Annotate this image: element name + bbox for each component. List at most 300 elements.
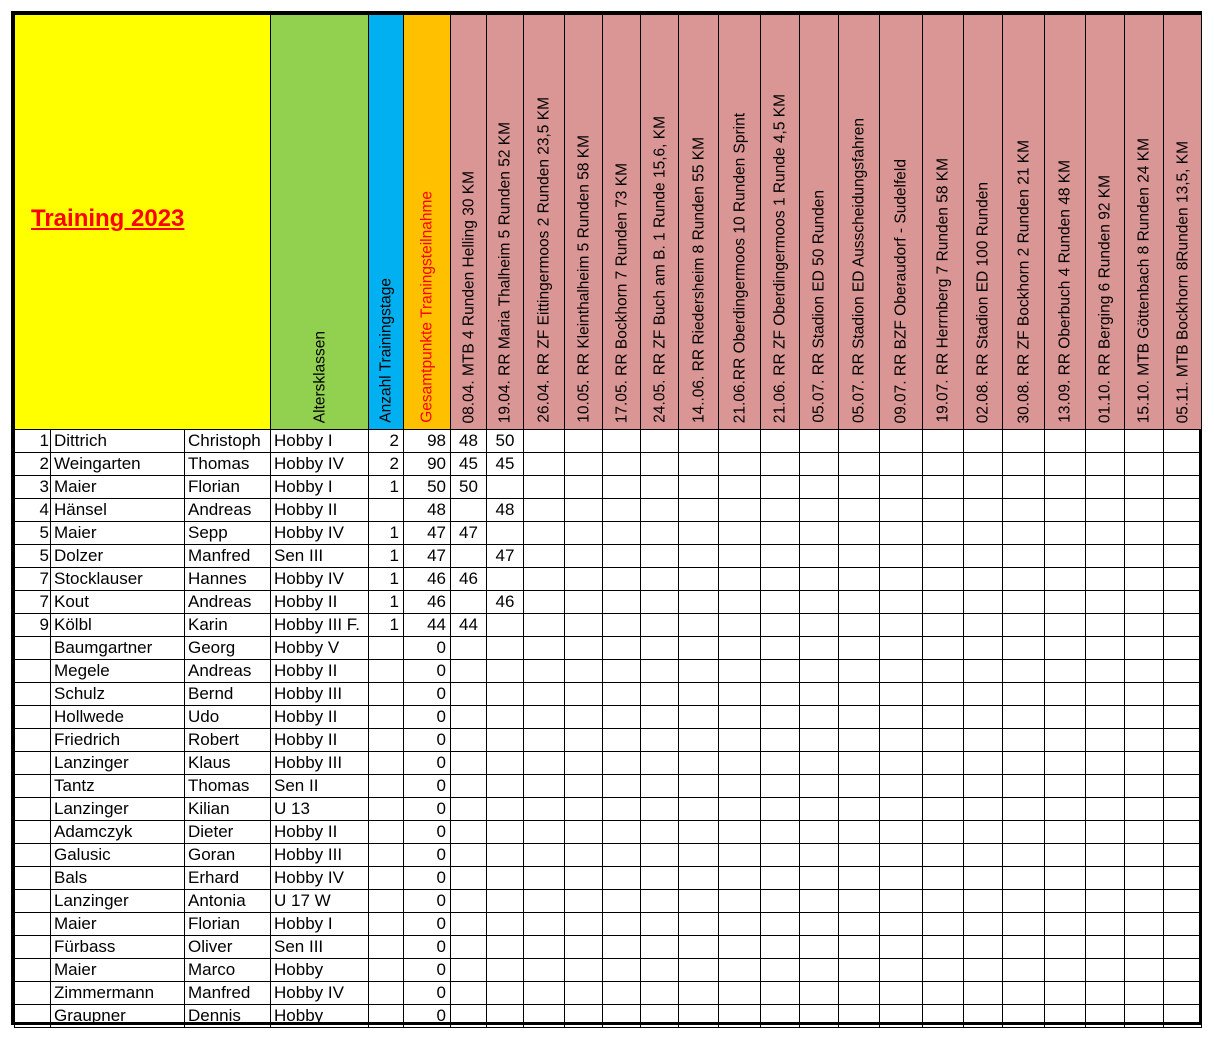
event-points-cell[interactable]: [1003, 821, 1045, 844]
training-days-cell[interactable]: [369, 821, 404, 844]
event-points-cell[interactable]: [565, 591, 603, 614]
event-points-cell[interactable]: [524, 982, 565, 1005]
last-name-cell[interactable]: Galusic: [51, 844, 185, 867]
rank-cell[interactable]: 7: [15, 568, 51, 591]
event-points-cell[interactable]: [923, 568, 964, 591]
event-points-cell[interactable]: [487, 568, 524, 591]
event-points-cell[interactable]: [923, 1005, 964, 1028]
event-points-cell[interactable]: [719, 522, 761, 545]
event-points-cell[interactable]: [923, 683, 964, 706]
event-points-cell[interactable]: [800, 913, 839, 936]
class-cell[interactable]: U 17 W: [271, 890, 369, 913]
event-points-cell[interactable]: [1125, 775, 1164, 798]
total-points-cell[interactable]: 90: [404, 453, 451, 476]
event-points-cell[interactable]: [1086, 913, 1125, 936]
event-points-cell[interactable]: [880, 844, 923, 867]
class-cell[interactable]: Hobby I: [271, 430, 369, 453]
event-points-cell[interactable]: [839, 821, 880, 844]
event-points-cell[interactable]: [719, 683, 761, 706]
total-points-cell[interactable]: 0: [404, 729, 451, 752]
event-points-cell[interactable]: [1003, 913, 1045, 936]
first-name-cell[interactable]: Erhard: [185, 867, 271, 890]
training-days-cell[interactable]: 1: [369, 568, 404, 591]
header-event-18[interactable]: [1125, 15, 1164, 430]
header-altersklassen[interactable]: [271, 15, 369, 430]
event-points-cell[interactable]: [1003, 844, 1045, 867]
event-points-cell[interactable]: [487, 614, 524, 637]
last-name-cell[interactable]: Lanzinger: [51, 890, 185, 913]
class-cell[interactable]: Hobby III F.: [271, 614, 369, 637]
last-name-cell[interactable]: Maier: [51, 913, 185, 936]
event-points-cell[interactable]: [1164, 591, 1202, 614]
event-points-cell[interactable]: [451, 867, 487, 890]
event-points-cell[interactable]: [800, 614, 839, 637]
event-points-cell[interactable]: [880, 913, 923, 936]
event-points-cell[interactable]: [719, 591, 761, 614]
event-points-cell[interactable]: [603, 660, 641, 683]
event-points-cell[interactable]: [800, 775, 839, 798]
event-points-cell[interactable]: [679, 453, 719, 476]
event-points-cell[interactable]: [679, 867, 719, 890]
event-points-cell[interactable]: [487, 798, 524, 821]
event-points-cell[interactable]: [487, 637, 524, 660]
event-points-cell[interactable]: [719, 568, 761, 591]
class-cell[interactable]: Hobby III: [271, 844, 369, 867]
event-points-cell[interactable]: [524, 522, 565, 545]
event-points-cell[interactable]: [1125, 614, 1164, 637]
rank-cell[interactable]: 5: [15, 522, 51, 545]
event-points-cell[interactable]: [1003, 706, 1045, 729]
event-points-cell[interactable]: [524, 499, 565, 522]
event-points-cell[interactable]: 46: [451, 568, 487, 591]
event-points-cell[interactable]: [964, 890, 1003, 913]
event-points-cell[interactable]: [1003, 499, 1045, 522]
event-points-cell[interactable]: [1125, 545, 1164, 568]
event-points-cell[interactable]: [800, 752, 839, 775]
event-points-cell[interactable]: [964, 729, 1003, 752]
event-points-cell[interactable]: [1125, 821, 1164, 844]
event-points-cell[interactable]: [964, 821, 1003, 844]
event-points-cell[interactable]: [839, 522, 880, 545]
training-days-cell[interactable]: 2: [369, 430, 404, 453]
training-days-cell[interactable]: 1: [369, 545, 404, 568]
rank-cell[interactable]: 9: [15, 614, 51, 637]
first-name-cell[interactable]: Manfred: [185, 982, 271, 1005]
event-points-cell[interactable]: [565, 660, 603, 683]
event-points-cell[interactable]: [1086, 844, 1125, 867]
event-points-cell[interactable]: [524, 660, 565, 683]
event-points-cell[interactable]: [964, 982, 1003, 1005]
event-points-cell[interactable]: [1086, 614, 1125, 637]
first-name-cell[interactable]: Goran: [185, 844, 271, 867]
event-points-cell[interactable]: [524, 890, 565, 913]
event-points-cell[interactable]: [839, 775, 880, 798]
event-points-cell[interactable]: [761, 1005, 800, 1028]
total-points-cell[interactable]: 0: [404, 890, 451, 913]
last-name-cell[interactable]: Hollwede: [51, 706, 185, 729]
event-points-cell[interactable]: [603, 936, 641, 959]
event-points-cell[interactable]: [880, 430, 923, 453]
event-points-cell[interactable]: [641, 890, 679, 913]
event-points-cell[interactable]: [679, 430, 719, 453]
event-points-cell[interactable]: [487, 890, 524, 913]
header-event-6[interactable]: [641, 15, 679, 430]
event-points-cell[interactable]: [761, 683, 800, 706]
event-points-cell[interactable]: [964, 1005, 1003, 1028]
event-points-cell[interactable]: [1086, 729, 1125, 752]
class-cell[interactable]: Hobby I: [271, 476, 369, 499]
first-name-cell[interactable]: Andreas: [185, 660, 271, 683]
last-name-cell[interactable]: Graupner: [51, 1005, 185, 1028]
rank-cell[interactable]: [15, 1005, 51, 1028]
rank-cell[interactable]: [15, 982, 51, 1005]
event-points-cell[interactable]: [1164, 453, 1202, 476]
class-cell[interactable]: Hobby V: [271, 637, 369, 660]
last-name-cell[interactable]: Maier: [51, 476, 185, 499]
event-points-cell[interactable]: [964, 775, 1003, 798]
class-cell[interactable]: Hobby II: [271, 729, 369, 752]
event-points-cell[interactable]: [451, 683, 487, 706]
event-points-cell[interactable]: [839, 844, 880, 867]
event-points-cell[interactable]: [1003, 430, 1045, 453]
event-points-cell[interactable]: [719, 453, 761, 476]
event-points-cell[interactable]: [839, 476, 880, 499]
rank-cell[interactable]: 7: [15, 591, 51, 614]
event-points-cell[interactable]: [1045, 775, 1086, 798]
event-points-cell[interactable]: [761, 499, 800, 522]
event-points-cell[interactable]: [839, 660, 880, 683]
total-points-cell[interactable]: 0: [404, 706, 451, 729]
event-points-cell[interactable]: [719, 476, 761, 499]
event-points-cell[interactable]: [923, 476, 964, 499]
event-points-cell[interactable]: [964, 614, 1003, 637]
event-points-cell[interactable]: [800, 959, 839, 982]
header-event-7[interactable]: [679, 15, 719, 430]
event-points-cell[interactable]: [839, 430, 880, 453]
event-points-cell[interactable]: [761, 706, 800, 729]
event-points-cell[interactable]: [719, 430, 761, 453]
event-points-cell[interactable]: [679, 660, 719, 683]
event-points-cell[interactable]: [524, 775, 565, 798]
event-points-cell[interactable]: [487, 476, 524, 499]
event-points-cell[interactable]: [1086, 683, 1125, 706]
event-points-cell[interactable]: [800, 821, 839, 844]
event-points-cell[interactable]: [565, 729, 603, 752]
event-points-cell[interactable]: [524, 591, 565, 614]
event-points-cell[interactable]: [1003, 729, 1045, 752]
event-points-cell[interactable]: [451, 545, 487, 568]
header-event-12[interactable]: [880, 15, 923, 430]
total-points-cell[interactable]: 0: [404, 775, 451, 798]
event-points-cell[interactable]: [1125, 844, 1164, 867]
event-points-cell[interactable]: [1003, 798, 1045, 821]
event-points-cell[interactable]: [761, 775, 800, 798]
event-points-cell[interactable]: [524, 1005, 565, 1028]
event-points-cell[interactable]: [880, 1005, 923, 1028]
training-days-cell[interactable]: [369, 706, 404, 729]
event-points-cell[interactable]: [641, 591, 679, 614]
event-points-cell[interactable]: [1003, 545, 1045, 568]
total-points-cell[interactable]: 0: [404, 683, 451, 706]
event-points-cell[interactable]: [1164, 499, 1202, 522]
event-points-cell[interactable]: [451, 821, 487, 844]
event-points-cell[interactable]: [880, 476, 923, 499]
event-points-cell[interactable]: [679, 568, 719, 591]
event-points-cell[interactable]: [761, 890, 800, 913]
event-points-cell[interactable]: [641, 522, 679, 545]
event-points-cell[interactable]: [1164, 545, 1202, 568]
event-points-cell[interactable]: [800, 844, 839, 867]
event-points-cell[interactable]: [641, 476, 679, 499]
event-points-cell[interactable]: [1003, 752, 1045, 775]
header-event-1[interactable]: [451, 15, 487, 430]
event-points-cell[interactable]: [487, 913, 524, 936]
event-points-cell[interactable]: [719, 959, 761, 982]
event-points-cell[interactable]: [524, 798, 565, 821]
event-points-cell[interactable]: [524, 545, 565, 568]
event-points-cell[interactable]: [923, 959, 964, 982]
event-points-cell[interactable]: [880, 522, 923, 545]
event-points-cell[interactable]: [719, 706, 761, 729]
event-points-cell[interactable]: [1003, 982, 1045, 1005]
header-event-11[interactable]: [839, 15, 880, 430]
event-points-cell[interactable]: [487, 660, 524, 683]
training-days-cell[interactable]: [369, 499, 404, 522]
event-points-cell[interactable]: [1125, 683, 1164, 706]
last-name-cell[interactable]: Stocklauser: [51, 568, 185, 591]
training-days-cell[interactable]: 1: [369, 522, 404, 545]
event-points-cell[interactable]: [641, 637, 679, 660]
event-points-cell[interactable]: [603, 913, 641, 936]
last-name-cell[interactable]: Bals: [51, 867, 185, 890]
last-name-cell[interactable]: Fürbass: [51, 936, 185, 959]
first-name-cell[interactable]: Andreas: [185, 591, 271, 614]
event-points-cell[interactable]: [964, 867, 1003, 890]
event-points-cell[interactable]: [451, 1005, 487, 1028]
event-points-cell[interactable]: [964, 637, 1003, 660]
event-points-cell[interactable]: [1125, 936, 1164, 959]
event-points-cell[interactable]: [1045, 959, 1086, 982]
header-event-15[interactable]: [1003, 15, 1045, 430]
event-points-cell[interactable]: [1045, 522, 1086, 545]
total-points-cell[interactable]: 0: [404, 821, 451, 844]
first-name-cell[interactable]: Udo: [185, 706, 271, 729]
event-points-cell[interactable]: [839, 959, 880, 982]
event-points-cell[interactable]: [1125, 430, 1164, 453]
event-points-cell[interactable]: [603, 706, 641, 729]
event-points-cell[interactable]: [451, 844, 487, 867]
event-points-cell[interactable]: [565, 568, 603, 591]
event-points-cell[interactable]: [761, 614, 800, 637]
event-points-cell[interactable]: [923, 890, 964, 913]
rank-cell[interactable]: [15, 867, 51, 890]
event-points-cell[interactable]: [603, 752, 641, 775]
last-name-cell[interactable]: Kölbl: [51, 614, 185, 637]
event-points-cell[interactable]: [565, 499, 603, 522]
event-points-cell[interactable]: [679, 844, 719, 867]
event-points-cell[interactable]: [880, 752, 923, 775]
event-points-cell[interactable]: [603, 844, 641, 867]
event-points-cell[interactable]: [1045, 844, 1086, 867]
event-points-cell[interactable]: [641, 775, 679, 798]
training-days-cell[interactable]: [369, 775, 404, 798]
event-points-cell[interactable]: [524, 476, 565, 499]
first-name-cell[interactable]: Thomas: [185, 453, 271, 476]
event-points-cell[interactable]: [641, 660, 679, 683]
event-points-cell[interactable]: [641, 1005, 679, 1028]
event-points-cell[interactable]: [1125, 798, 1164, 821]
event-points-cell[interactable]: [524, 844, 565, 867]
event-points-cell[interactable]: [1045, 729, 1086, 752]
event-points-cell[interactable]: [1045, 430, 1086, 453]
last-name-cell[interactable]: Maier: [51, 522, 185, 545]
event-points-cell[interactable]: [1164, 821, 1202, 844]
event-points-cell[interactable]: [761, 453, 800, 476]
header-event-14[interactable]: [964, 15, 1003, 430]
event-points-cell[interactable]: [679, 821, 719, 844]
event-points-cell[interactable]: [1086, 706, 1125, 729]
first-name-cell[interactable]: Hannes: [185, 568, 271, 591]
event-points-cell[interactable]: [1086, 660, 1125, 683]
event-points-cell[interactable]: [1086, 890, 1125, 913]
event-points-cell[interactable]: [603, 453, 641, 476]
first-name-cell[interactable]: Georg: [185, 637, 271, 660]
event-points-cell[interactable]: [1045, 752, 1086, 775]
event-points-cell[interactable]: [679, 683, 719, 706]
event-points-cell[interactable]: [1003, 890, 1045, 913]
event-points-cell[interactable]: [719, 752, 761, 775]
event-points-cell[interactable]: [1045, 913, 1086, 936]
event-points-cell[interactable]: [839, 545, 880, 568]
event-points-cell[interactable]: [487, 867, 524, 890]
event-points-cell[interactable]: [1045, 614, 1086, 637]
rank-cell[interactable]: [15, 637, 51, 660]
event-points-cell[interactable]: [964, 453, 1003, 476]
total-points-cell[interactable]: 0: [404, 660, 451, 683]
training-days-cell[interactable]: 2: [369, 453, 404, 476]
total-points-cell[interactable]: 44: [404, 614, 451, 637]
event-points-cell[interactable]: [1003, 959, 1045, 982]
event-points-cell[interactable]: [1003, 660, 1045, 683]
event-points-cell[interactable]: [641, 568, 679, 591]
event-points-cell[interactable]: [524, 706, 565, 729]
event-points-cell[interactable]: [565, 453, 603, 476]
first-name-cell[interactable]: Christoph: [185, 430, 271, 453]
rank-cell[interactable]: [15, 890, 51, 913]
event-points-cell[interactable]: [641, 959, 679, 982]
last-name-cell[interactable]: Zimmermann: [51, 982, 185, 1005]
event-points-cell[interactable]: [1045, 683, 1086, 706]
event-points-cell[interactable]: [761, 637, 800, 660]
event-points-cell[interactable]: [679, 752, 719, 775]
event-points-cell[interactable]: [1125, 591, 1164, 614]
class-cell[interactable]: Hobby I: [271, 913, 369, 936]
event-points-cell[interactable]: [839, 752, 880, 775]
event-points-cell[interactable]: [451, 890, 487, 913]
event-points-cell[interactable]: [964, 936, 1003, 959]
event-points-cell[interactable]: [719, 844, 761, 867]
event-points-cell[interactable]: [603, 890, 641, 913]
event-points-cell[interactable]: [603, 614, 641, 637]
event-points-cell[interactable]: 50: [451, 476, 487, 499]
event-points-cell[interactable]: [679, 890, 719, 913]
training-days-cell[interactable]: [369, 729, 404, 752]
event-points-cell[interactable]: [964, 499, 1003, 522]
last-name-cell[interactable]: Maier: [51, 959, 185, 982]
event-points-cell[interactable]: [565, 614, 603, 637]
training-days-cell[interactable]: [369, 913, 404, 936]
event-points-cell[interactable]: [565, 867, 603, 890]
event-points-cell[interactable]: [565, 476, 603, 499]
event-points-cell[interactable]: 47: [451, 522, 487, 545]
event-points-cell[interactable]: [1086, 453, 1125, 476]
event-points-cell[interactable]: [800, 798, 839, 821]
event-points-cell[interactable]: [451, 499, 487, 522]
training-days-cell[interactable]: [369, 637, 404, 660]
header-event-8[interactable]: [719, 15, 761, 430]
event-points-cell[interactable]: [1164, 660, 1202, 683]
event-points-cell[interactable]: [679, 522, 719, 545]
event-points-cell[interactable]: [524, 913, 565, 936]
rank-cell[interactable]: [15, 752, 51, 775]
last-name-cell[interactable]: Megele: [51, 660, 185, 683]
event-points-cell[interactable]: [880, 798, 923, 821]
event-points-cell[interactable]: [487, 844, 524, 867]
total-points-cell[interactable]: 50: [404, 476, 451, 499]
event-points-cell[interactable]: [923, 844, 964, 867]
event-points-cell[interactable]: [565, 706, 603, 729]
event-points-cell[interactable]: [880, 821, 923, 844]
event-points-cell[interactable]: [451, 775, 487, 798]
event-points-cell[interactable]: 45: [451, 453, 487, 476]
event-points-cell[interactable]: [1164, 706, 1202, 729]
event-points-cell[interactable]: 48: [487, 499, 524, 522]
event-points-cell[interactable]: [641, 614, 679, 637]
first-name-cell[interactable]: Manfred: [185, 545, 271, 568]
event-points-cell[interactable]: [641, 752, 679, 775]
event-points-cell[interactable]: [603, 982, 641, 1005]
event-points-cell[interactable]: [1045, 660, 1086, 683]
total-points-cell[interactable]: 0: [404, 959, 451, 982]
event-points-cell[interactable]: [1045, 568, 1086, 591]
event-points-cell[interactable]: [719, 775, 761, 798]
event-points-cell[interactable]: [923, 821, 964, 844]
class-cell[interactable]: Hobby III: [271, 683, 369, 706]
event-points-cell[interactable]: [839, 683, 880, 706]
rank-cell[interactable]: 3: [15, 476, 51, 499]
event-points-cell[interactable]: [719, 867, 761, 890]
event-points-cell[interactable]: [1003, 476, 1045, 499]
event-points-cell[interactable]: [761, 867, 800, 890]
event-points-cell[interactable]: [1164, 614, 1202, 637]
event-points-cell[interactable]: [761, 798, 800, 821]
event-points-cell[interactable]: [719, 545, 761, 568]
event-points-cell[interactable]: [1164, 637, 1202, 660]
event-points-cell[interactable]: [800, 867, 839, 890]
event-points-cell[interactable]: [679, 936, 719, 959]
rank-cell[interactable]: 2: [15, 453, 51, 476]
header-event-17[interactable]: [1086, 15, 1125, 430]
total-points-cell[interactable]: 46: [404, 591, 451, 614]
event-points-cell[interactable]: [1125, 568, 1164, 591]
event-points-cell[interactable]: [451, 660, 487, 683]
event-points-cell[interactable]: [451, 729, 487, 752]
event-points-cell[interactable]: [923, 798, 964, 821]
event-points-cell[interactable]: [1164, 936, 1202, 959]
event-points-cell[interactable]: [603, 683, 641, 706]
event-points-cell[interactable]: [761, 430, 800, 453]
event-points-cell[interactable]: [524, 568, 565, 591]
